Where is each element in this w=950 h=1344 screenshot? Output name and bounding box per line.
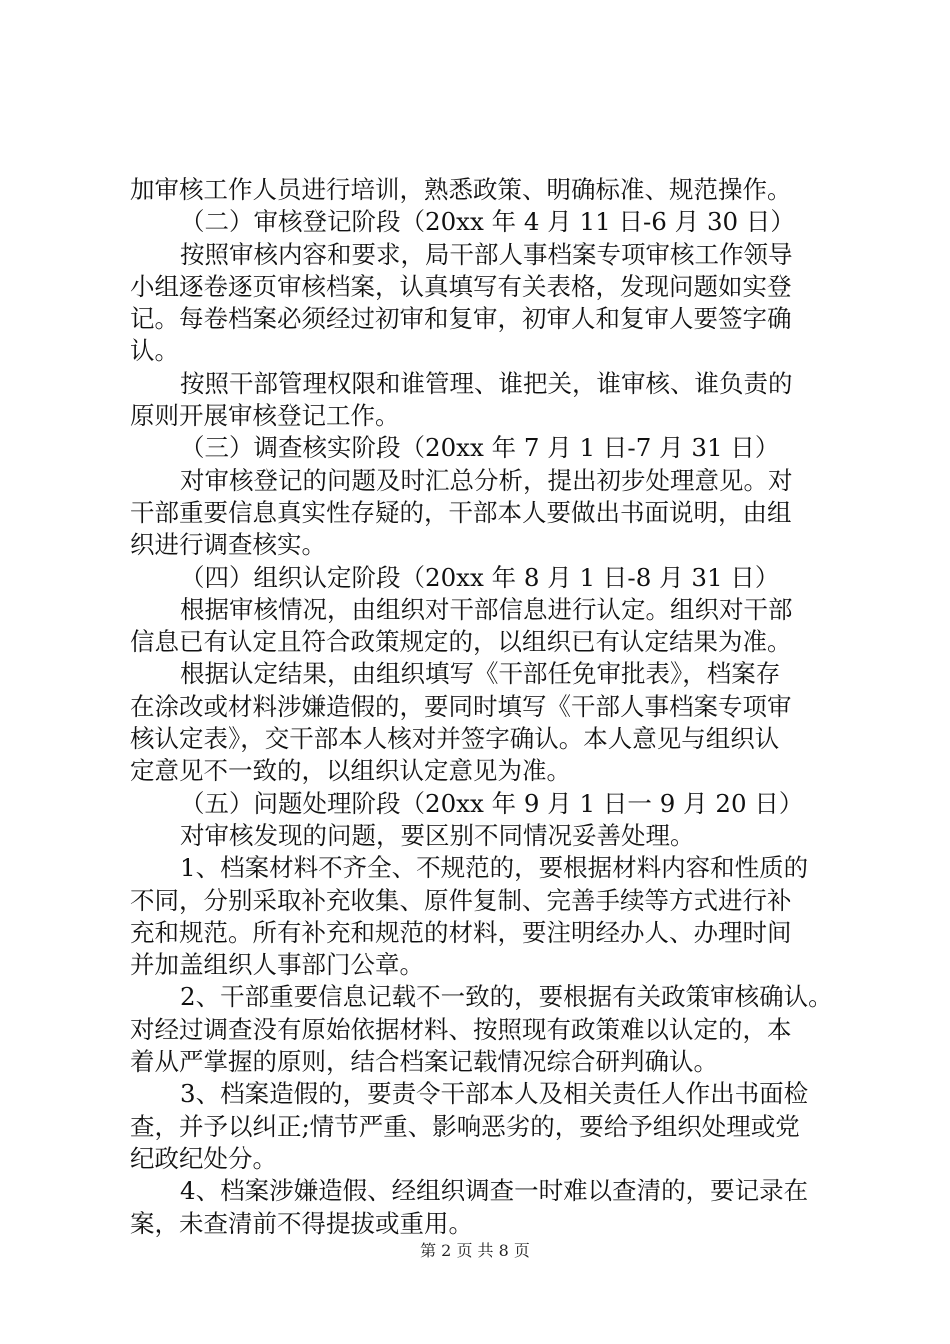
text-line: 4、档案涉嫌造假、经组织调查一时难以查清的，要记录在 — [180, 1176, 809, 1206]
text-line: 查，并予以纠正;情节严重、影响恶劣的，要给予组织处理或党 — [130, 1111, 800, 1141]
text-line: 根据审核情况，由组织对干部信息进行认定。组织对干部 — [180, 594, 793, 624]
text-line: 不同，分别采取补充收集、原件复制、完善手续等方式进行补 — [130, 885, 792, 915]
text-line: 按照审核内容和要求，局干部人事档案专项审核工作领导 — [180, 239, 793, 269]
text-line: 在涂改或材料涉嫌造假的，要同时填写《干部人事档案专项审 — [130, 691, 792, 721]
text-line: 充和规范。所有补充和规范的材料，要注明经办人、办理时间 — [130, 917, 792, 947]
text-line: 原则开展审核登记工作。 — [130, 401, 400, 431]
text-line: （五）问题处理阶段（20xx 年 9 月 1 日一 9 月 20 日） — [180, 788, 804, 818]
text-line: （三）调查核实阶段（20xx 年 7 月 1 日-7 月 31 日） — [180, 433, 780, 463]
text-line: 干部重要信息真实性存疑的，干部本人要做出书面说明，由组 — [130, 497, 792, 527]
text-line: 按照干部管理权限和谁管理、谁把关，谁审核、谁负责的 — [180, 368, 793, 398]
page-footer: 第 2 页 共 8 页 — [420, 1241, 530, 1260]
text-line: 核认定表》，交干部本人核对并签字确认。本人意见与组织认 — [130, 724, 780, 754]
text-line: 2、干部重要信息记载不一致的，要根据有关政策审核确认。 — [180, 982, 833, 1012]
text-line: 织进行调查核实。 — [130, 530, 326, 560]
text-line: 对经过调查没有原始依据材料、按照现有政策难以认定的，本 — [130, 1014, 792, 1044]
text-line: 纪政纪处分。 — [130, 1143, 277, 1173]
text-line: 1、档案材料不齐全、不规范的，要根据材料内容和性质的 — [180, 853, 809, 883]
text-line: 认。 — [130, 336, 179, 366]
text-line: 记。每卷档案必须经过初审和复审，初审人和复审人要签字确 — [130, 304, 792, 334]
text-line: 案，未查清前不得提拔或重用。 — [130, 1208, 473, 1238]
text-line: 定意见不一致的，以组织认定意见为准。 — [130, 756, 571, 786]
text-line: 3、档案造假的，要责令干部本人及相关责任人作出书面检 — [180, 1079, 809, 1109]
text-line: （四）组织认定阶段（20xx 年 8 月 1 日-8 月 31 日） — [180, 562, 780, 592]
text-line: （二）审核登记阶段（20xx 年 4 月 11 日-6 月 30 日） — [180, 207, 795, 237]
text-line: 着从严掌握的原则，结合档案记载情况综合研判确认。 — [130, 1047, 718, 1077]
text-line: 并加盖组织人事部门公章。 — [130, 950, 424, 980]
document-body — [130, 174, 836, 1240]
text-line: 对审核登记的问题及时汇总分析，提出初步处理意见。对 — [180, 465, 793, 495]
text-line: 根据认定结果，由组织填写《干部任免审批表》，档案存 — [180, 659, 781, 689]
text-line: 信息已有认定且符合政策规定的，以组织已有认定结果为准。 — [130, 627, 792, 657]
text-line: 对审核发现的问题，要区别不同情况妥善处理。 — [180, 820, 695, 850]
text-line: 小组逐卷逐页审核档案，认真填写有关表格，发现问题如实登 — [130, 271, 792, 301]
text-line: 加审核工作人员进行培训，熟悉政策、明确标准、规范操作。 — [130, 175, 792, 204]
